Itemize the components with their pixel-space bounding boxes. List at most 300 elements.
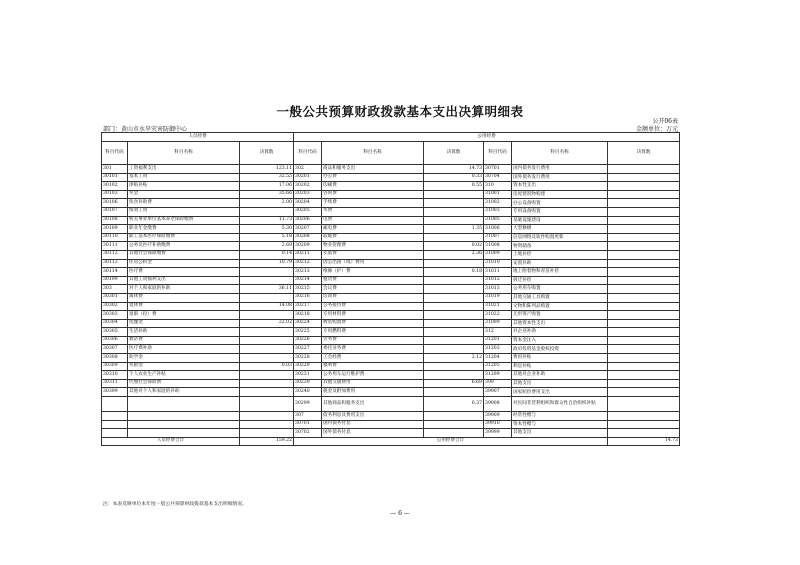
cell-code: 31204 <box>484 354 512 363</box>
cell-amount <box>608 285 680 294</box>
cell-code: 30209 <box>294 242 322 251</box>
cell-code: 30307 <box>102 345 128 354</box>
cell-name: 公务用车运行维护费 <box>322 371 424 380</box>
cell-name: 租赁费 <box>322 276 424 285</box>
cell-amount <box>424 302 484 311</box>
cell-amount: 0.14 <box>240 250 294 259</box>
cell-name: 政府投资基金股权投资 <box>512 345 608 354</box>
table-row <box>102 319 680 328</box>
cell-name: 商品和服务支出 <box>322 165 424 174</box>
cell-amount: 17.06 <box>240 182 294 191</box>
table-row <box>102 199 680 208</box>
table-row <box>102 259 680 268</box>
cell-code: 31009 <box>484 250 512 259</box>
table-row <box>102 207 680 216</box>
cell-code: 30114 <box>102 268 128 277</box>
cell-code: 30208 <box>294 233 322 242</box>
cell-name: 国外债务发行费用 <box>512 173 608 182</box>
table-row <box>102 429 680 438</box>
cell-name: 离休费 <box>128 293 240 302</box>
cell-amount <box>240 397 294 412</box>
cell-name: 水费 <box>322 207 424 216</box>
cell-code: 31022 <box>484 311 512 320</box>
cell-amount: 36.11 <box>240 285 294 294</box>
cell-name: 伙食补助费 <box>128 199 240 208</box>
cell-name: 其他支出 <box>512 429 608 438</box>
table-row <box>102 182 680 191</box>
table-row <box>102 250 680 259</box>
header-name: 科目名称 <box>322 142 424 165</box>
cell-code: 30101 <box>102 173 128 182</box>
cell-name: 办公费 <box>322 173 424 182</box>
cell-code: 30217 <box>294 302 322 311</box>
cell-code: 30206 <box>294 216 322 225</box>
cell-code: 30399 <box>102 388 128 397</box>
cell-name: 医疗费 <box>128 268 240 277</box>
cell-code: 30301 <box>102 293 128 302</box>
cell-name: 国内债务付息 <box>322 420 424 429</box>
cell-amount <box>608 429 680 438</box>
cell-amount: 2.69 <box>240 242 294 251</box>
cell-amount <box>608 371 680 380</box>
table-row <box>102 354 680 363</box>
cell-code: 31013 <box>484 285 512 294</box>
cell-code: 39907 <box>484 388 512 397</box>
cell-name: 文物和陈列品购置 <box>512 302 608 311</box>
cell-amount <box>608 165 680 174</box>
cell-name: 安置补助 <box>512 259 608 268</box>
cell-amount: 35.66 <box>240 190 294 199</box>
cell-name: 职业年金缴费 <box>128 225 240 234</box>
cell-name: 委托业务费 <box>322 345 424 354</box>
cell-amount: 14.73 <box>424 165 484 174</box>
group-personnel: 人员经费 <box>102 133 294 142</box>
cell-amount <box>608 328 680 337</box>
cell-code: 30305 <box>102 328 128 337</box>
cell-code: 30205 <box>294 207 322 216</box>
cell-amount <box>608 354 680 363</box>
cell-amount <box>424 259 484 268</box>
cell-name: 其他资本性支出 <box>512 319 608 328</box>
cell-name: 机关事业单位基本养老保险缴费 <box>128 216 240 225</box>
table-row <box>102 293 680 302</box>
table-row <box>102 336 680 345</box>
cell-name: 土地补偿 <box>512 250 608 259</box>
cell-name: 地上附着物和青苗补偿 <box>512 268 608 277</box>
cell-amount: 0.55 <box>424 182 484 191</box>
column-header-row <box>102 142 680 165</box>
cell-code: 39909 <box>484 412 512 421</box>
cell-amount <box>608 173 680 182</box>
cell-amount <box>424 345 484 354</box>
cell-amount <box>424 190 484 199</box>
cell-name: 维修（护）费 <box>322 268 424 277</box>
cell-name: 咨询费 <box>322 190 424 199</box>
cell-code: 30211 <box>294 250 322 259</box>
cell-code: 30704 <box>484 173 512 182</box>
cell-code: 31205 <box>484 362 512 371</box>
table-row <box>102 328 680 337</box>
header-amount: 决算数 <box>424 142 484 165</box>
cell-amount <box>608 233 680 242</box>
cell-code <box>102 429 128 438</box>
cell-amount <box>608 199 680 208</box>
header-code: 科目代码 <box>294 142 322 165</box>
cell-name: 工会经费 <box>322 354 424 363</box>
cell-amount <box>424 319 484 328</box>
cell-name: 资本金注入 <box>512 336 608 345</box>
cell-code: 31011 <box>484 268 512 277</box>
cell-amount <box>608 190 680 199</box>
footnote: 注：本表反映单位本年度一般公共预算财政拨款基本支出明细情况。 <box>103 502 247 507</box>
cell-code: 31019 <box>484 293 512 302</box>
cell-amount <box>608 293 680 302</box>
cell-amount <box>608 379 680 388</box>
cell-name: 国家赔偿费用支出 <box>512 388 608 397</box>
total-row <box>102 437 680 446</box>
cell-amount <box>608 276 680 285</box>
cell-amount <box>424 362 484 371</box>
cell-amount <box>424 199 484 208</box>
cell-code: 30201 <box>294 173 322 182</box>
table-row <box>102 268 680 277</box>
cell-name <box>128 420 240 429</box>
table-row <box>102 412 680 421</box>
table-number: 公开06表 <box>652 118 678 125</box>
cell-name: 退休费 <box>128 302 240 311</box>
cell-name: 大型修缮 <box>512 225 608 234</box>
header-amount: 决算数 <box>608 142 680 165</box>
header-code: 科目代码 <box>484 142 512 165</box>
cell-name: 其他工资福利支出 <box>128 276 240 285</box>
cell-amount: 0.37 <box>424 397 484 412</box>
cell-name: 住房公积金 <box>128 259 240 268</box>
cell-code: 30111 <box>102 242 128 251</box>
cell-code: 31201 <box>484 336 512 345</box>
cell-code: 39999 <box>484 429 512 438</box>
table-row <box>102 302 680 311</box>
table-row <box>102 190 680 199</box>
cell-amount: 0.02 <box>424 242 484 251</box>
cell-name: 奖金 <box>128 190 240 199</box>
cell-name: 救济费 <box>128 336 240 345</box>
cell-code: 31299 <box>484 371 512 380</box>
cell-amount <box>608 259 680 268</box>
cell-name: 助学金 <box>128 354 240 363</box>
department-label: 部门：黄山市水旱灾害防御中心 <box>103 126 188 133</box>
table-row <box>102 362 680 371</box>
cell-name: 拆迁补偿 <box>512 276 608 285</box>
total-public-label: 公用经费合计 <box>294 437 608 446</box>
cell-amount <box>424 429 484 438</box>
cell-code: 30309 <box>102 362 128 371</box>
cell-amount <box>424 388 484 397</box>
cell-name: 专用设备购置 <box>512 207 608 216</box>
cell-amount: 0.33 <box>424 173 484 182</box>
cell-code: 30306 <box>102 336 128 345</box>
cell-name: 利息补贴 <box>512 362 608 371</box>
cell-name: 债务利息及费用支出 <box>322 412 424 421</box>
cell-amount: 10.79 <box>240 259 294 268</box>
cell-name: 其他交通工具购置 <box>512 293 608 302</box>
cell-amount <box>424 311 484 320</box>
cell-code: 30228 <box>294 354 322 363</box>
cell-code: 31002 <box>484 199 512 208</box>
cell-name: 其他交通费用 <box>322 379 424 388</box>
cell-code: 30229 <box>294 362 322 371</box>
cell-amount <box>608 311 680 320</box>
cell-code: 30108 <box>102 216 128 225</box>
cell-code: 30218 <box>294 311 322 320</box>
cell-code: 30226 <box>294 336 322 345</box>
cell-code: 399 <box>484 379 512 388</box>
cell-name: 其他对企业补助 <box>512 371 608 380</box>
cell-code: 302 <box>294 165 322 174</box>
cell-amount <box>424 293 484 302</box>
cell-name: 电费 <box>322 216 424 225</box>
table-row <box>102 311 680 320</box>
cell-amount <box>424 207 484 216</box>
cell-name: 对企业补助 <box>512 328 608 337</box>
cell-code: 30308 <box>102 354 128 363</box>
cell-amount <box>608 412 680 421</box>
cell-amount <box>424 233 484 242</box>
cell-amount <box>240 354 294 363</box>
cell-amount <box>240 371 294 380</box>
cell-name: 生活补助 <box>128 328 240 337</box>
cell-amount: 5.18 <box>240 233 294 242</box>
cell-amount <box>240 268 294 277</box>
cell-amount <box>240 293 294 302</box>
cell-code: 30303 <box>102 311 128 320</box>
cell-code: 31008 <box>484 242 512 251</box>
unit-label: 金额单位：万元 <box>635 126 678 133</box>
cell-name: 工资福利支出 <box>128 165 240 174</box>
cell-code: 30212 <box>294 259 322 268</box>
cell-name: 国外债务付息 <box>322 429 424 438</box>
cell-name: 抚恤金 <box>128 319 240 328</box>
cell-amount: 2.00 <box>240 199 294 208</box>
cell-code: 30202 <box>294 182 322 191</box>
cell-amount: 6.69 <box>424 379 484 388</box>
cell-name: 绩效工资 <box>128 207 240 216</box>
cell-amount <box>240 379 294 388</box>
cell-name: 物业管理费 <box>322 242 424 251</box>
cell-code: 30113 <box>102 259 128 268</box>
cell-code: 30102 <box>102 182 128 191</box>
cell-amount: 14.08 <box>240 302 294 311</box>
cell-code: 31003 <box>484 207 512 216</box>
cell-code: 30240 <box>294 388 322 397</box>
cell-amount <box>608 216 680 225</box>
cell-name: 无形资产购置 <box>512 311 608 320</box>
cell-code: 30112 <box>102 250 128 259</box>
total-personnel-label: 人员经费合计 <box>102 437 240 446</box>
cell-name: 费用补贴 <box>512 354 608 363</box>
cell-amount <box>424 285 484 294</box>
cell-code: 30701 <box>484 165 512 174</box>
table-row <box>102 173 680 182</box>
cell-name: 专用材料费 <box>322 311 424 320</box>
cell-name <box>128 397 240 412</box>
table-row <box>102 225 680 234</box>
cell-amount <box>240 412 294 421</box>
expenditure-table <box>101 132 680 446</box>
cell-code: 31010 <box>484 259 512 268</box>
cell-code: 312 <box>484 328 512 337</box>
cell-amount <box>424 328 484 337</box>
group-public: 公用经费 <box>294 133 680 142</box>
cell-amount <box>608 302 680 311</box>
cell-name: 办公设备购置 <box>512 199 608 208</box>
cell-code: 30239 <box>294 379 322 388</box>
header-name: 科目名称 <box>512 142 608 165</box>
table-row <box>102 165 680 174</box>
cell-code: 30216 <box>294 293 322 302</box>
cell-name: 对个人和家庭的补助 <box>128 285 240 294</box>
cell-name: 劳务费 <box>322 336 424 345</box>
cell-code: 303 <box>102 285 128 294</box>
cell-code: 30203 <box>294 190 322 199</box>
cell-amount <box>608 319 680 328</box>
cell-code: 30207 <box>294 225 322 234</box>
cell-name: 手续费 <box>322 199 424 208</box>
cell-code: 310 <box>484 182 512 191</box>
cell-code: 39908 <box>484 397 512 412</box>
cell-amount <box>608 225 680 234</box>
cell-amount: 123.11 <box>240 165 294 174</box>
cell-code <box>102 420 128 429</box>
cell-code: 307 <box>294 412 322 421</box>
cell-amount: 2.12 <box>424 354 484 363</box>
cell-name: 房屋建筑物购建 <box>512 190 608 199</box>
cell-code: 31203 <box>484 345 512 354</box>
cell-amount: 1.35 <box>424 225 484 234</box>
cell-amount <box>240 328 294 337</box>
cell-amount <box>240 276 294 285</box>
cell-code: 30204 <box>294 199 322 208</box>
cell-name: 资本性支出 <box>512 182 608 191</box>
table-row <box>102 242 680 251</box>
total-public-value: 14.73 <box>608 437 680 446</box>
cell-amount <box>608 362 680 371</box>
cell-code: 30302 <box>102 302 128 311</box>
header-code: 科目代码 <box>102 142 128 165</box>
cell-name: 公务接待费 <box>322 302 424 311</box>
cell-amount <box>240 336 294 345</box>
cell-name: 印刷费 <box>322 182 424 191</box>
cell-name: 其他商品和服务支出 <box>322 397 424 412</box>
cell-code: 39910 <box>484 420 512 429</box>
cell-code: 30106 <box>102 199 128 208</box>
cell-code: 30103 <box>102 190 128 199</box>
table-row <box>102 285 680 294</box>
cell-code: 30107 <box>102 207 128 216</box>
cell-name: 其他支出 <box>512 379 608 388</box>
cell-amount <box>424 276 484 285</box>
cell-amount <box>608 336 680 345</box>
cell-code: 31006 <box>484 225 512 234</box>
cell-code: 30227 <box>294 345 322 354</box>
cell-amount <box>608 268 680 277</box>
table-row <box>102 420 680 429</box>
header-name: 科目名称 <box>128 142 240 165</box>
cell-amount: 11.73 <box>240 216 294 225</box>
cell-amount <box>608 345 680 354</box>
cell-code: 31012 <box>484 276 512 285</box>
cell-amount: 0.18 <box>424 268 484 277</box>
cell-amount <box>240 345 294 354</box>
cell-code: 301 <box>102 165 128 174</box>
cell-name: 差旅费 <box>322 250 424 259</box>
cell-code: 30224 <box>294 319 322 328</box>
cell-amount <box>240 311 294 320</box>
total-personnel-value: 159.22 <box>240 437 294 446</box>
cell-amount <box>424 420 484 429</box>
cell-code: 30215 <box>294 285 322 294</box>
cell-name: 物资储备 <box>512 242 608 251</box>
table-row <box>102 379 680 388</box>
cell-amount <box>608 250 680 259</box>
cell-code <box>102 397 128 412</box>
cell-code: 30231 <box>294 371 322 380</box>
cell-amount: 22.02 <box>240 319 294 328</box>
cell-name: 退职（役）费 <box>128 311 240 320</box>
cell-name: 公务用车购置 <box>512 285 608 294</box>
cell-amount <box>424 412 484 421</box>
cell-code: 31021 <box>484 302 512 311</box>
page-title: 一般公共预算财政拨款基本支出决算明细表 <box>276 104 524 119</box>
cell-name: 基本工资 <box>128 173 240 182</box>
cell-name: 邮电费 <box>322 225 424 234</box>
header-amount: 决算数 <box>240 142 294 165</box>
table-row <box>102 216 680 225</box>
cell-amount <box>608 420 680 429</box>
cell-name: 因公出国（境）费用 <box>322 259 424 268</box>
table-row <box>102 233 680 242</box>
cell-amount <box>608 182 680 191</box>
cell-amount <box>608 242 680 251</box>
cell-name: 培训费 <box>322 293 424 302</box>
cell-amount <box>424 216 484 225</box>
cell-amount <box>240 388 294 397</box>
cell-code: 30701 <box>294 420 322 429</box>
cell-code: 30304 <box>102 319 128 328</box>
cell-name <box>128 412 240 421</box>
cell-name: 其他对个人和家庭的补助 <box>128 388 240 397</box>
table-row <box>102 276 680 285</box>
cell-name: 专用燃料费 <box>322 328 424 337</box>
cell-name <box>128 429 240 438</box>
cell-code: 30299 <box>294 397 322 412</box>
cell-code: 31007 <box>484 233 512 242</box>
cell-code: 30199 <box>102 276 128 285</box>
cell-amount <box>240 207 294 216</box>
cell-amount: 32.55 <box>240 173 294 182</box>
table-row <box>102 371 680 380</box>
cell-name: 信息网络及软件购置更新 <box>512 233 608 242</box>
cell-name: 取暖费 <box>322 233 424 242</box>
cell-amount <box>424 336 484 345</box>
page-number: — 6 — <box>390 510 410 517</box>
cell-code: 31001 <box>484 190 512 199</box>
cell-name: 职工基本医疗保险缴费 <box>128 233 240 242</box>
cell-name: 会议费 <box>322 285 424 294</box>
cell-name: 基础设施建设 <box>512 216 608 225</box>
cell-amount <box>608 207 680 216</box>
cell-code: 30311 <box>102 379 128 388</box>
cell-name: 医疗费补助 <box>128 345 240 354</box>
